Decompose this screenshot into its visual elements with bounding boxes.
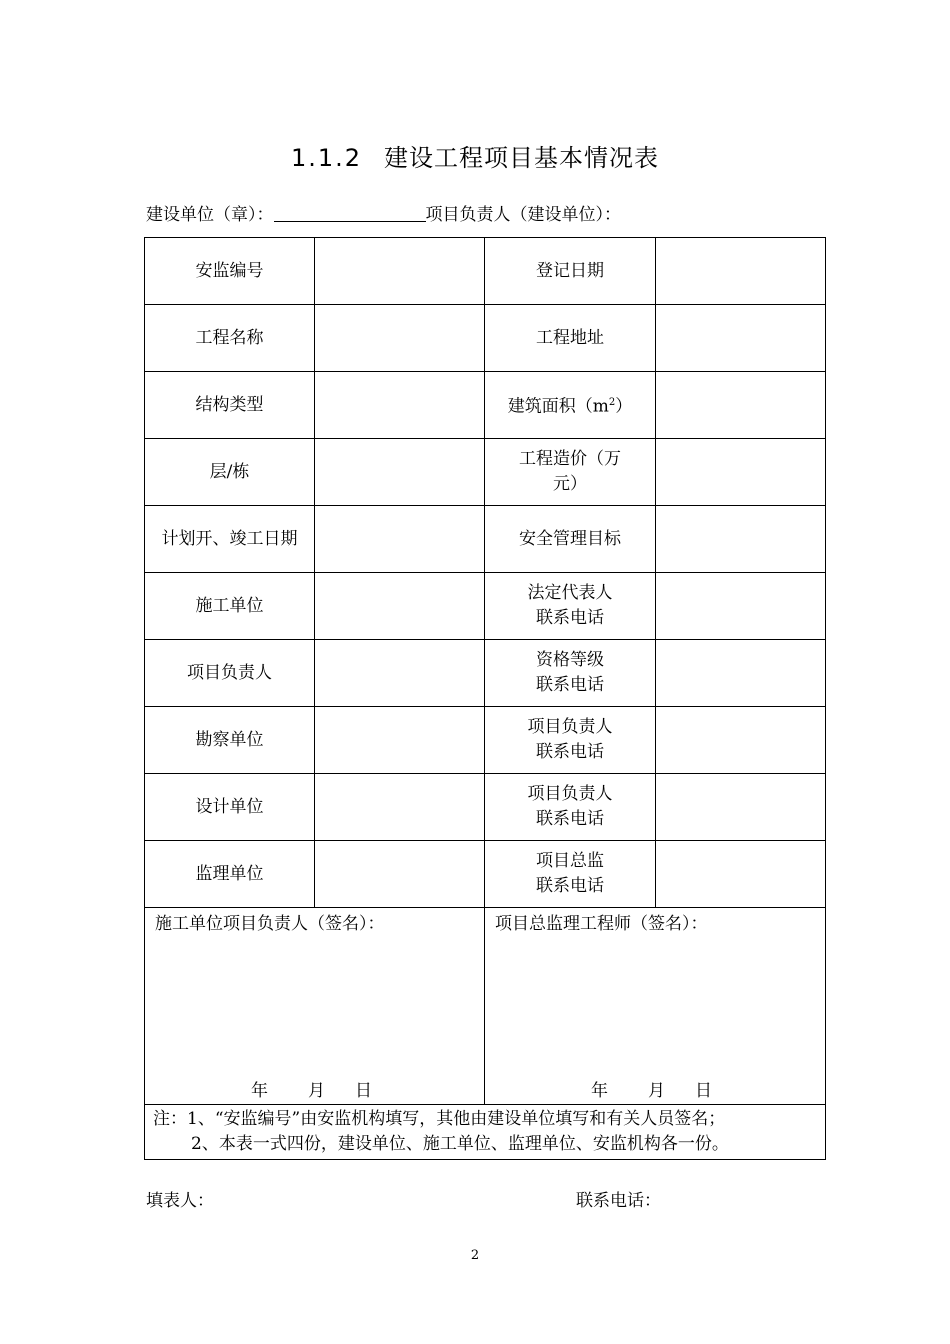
note-line-1: 注：1、“安监编号”由安监机构填写，其他由建设单位填写和有关人员签名；: [153, 1109, 726, 1129]
field-value[interactable]: [315, 774, 485, 841]
year-label: 年: [251, 1081, 268, 1101]
field-label: 安全管理目标: [485, 506, 656, 573]
field-value[interactable]: [656, 238, 826, 305]
table-row: [145, 774, 826, 841]
field-label: [485, 774, 656, 841]
signature-row: [145, 908, 826, 1105]
construction-unit-field[interactable]: [274, 203, 426, 222]
page-title: [0, 138, 950, 173]
table-row: [145, 841, 826, 908]
table-row: [145, 305, 826, 372]
table-row: [145, 372, 826, 439]
field-label: [485, 439, 656, 506]
field-label-line2: 联系电话: [536, 608, 604, 628]
field-value[interactable]: [315, 640, 485, 707]
supervisor-signature-box[interactable]: [485, 908, 826, 1105]
page-number: 2: [470, 1248, 480, 1263]
field-value[interactable]: [656, 305, 826, 372]
contact-phone-label: 联系电话：: [576, 1191, 661, 1211]
table-row: [145, 640, 826, 707]
field-label: 层/栋: [145, 439, 315, 506]
field-label: 勘察单位: [145, 707, 315, 774]
field-label-line2: 联系电话: [536, 742, 604, 762]
field-value[interactable]: [315, 305, 485, 372]
field-label: 工程地址: [485, 305, 656, 372]
supervisor-signature-date: [591, 1079, 712, 1104]
contractor-signature-box[interactable]: [145, 908, 485, 1105]
project-info-table: [144, 237, 826, 1160]
field-label-area: [485, 372, 656, 439]
field-label: [145, 506, 315, 573]
field-label-line2: 联系电话: [536, 876, 604, 896]
field-value[interactable]: [656, 841, 826, 908]
field-label: 施工单位: [145, 573, 315, 640]
field-value[interactable]: [656, 372, 826, 439]
cost-label-text: 工程造价（万元）: [519, 449, 621, 494]
title-number: 1.1.2: [290, 144, 363, 172]
note-line-2: 2、本表一式四份，建设单位、施工单位、监理单位、安监机构各一份。: [191, 1134, 729, 1154]
table-row: [145, 573, 826, 640]
field-value[interactable]: [315, 573, 485, 640]
table-row: [145, 439, 826, 506]
year-label: 年: [591, 1081, 608, 1101]
table-row: [145, 707, 826, 774]
field-label: [485, 841, 656, 908]
field-label: 安监编号: [145, 238, 315, 305]
month-label: 月: [648, 1081, 665, 1101]
field-label: 设计单位: [145, 774, 315, 841]
field-label-line2: 联系电话: [536, 809, 604, 829]
contractor-signature-label: 施工单位项目负责人（签名）：: [155, 914, 385, 934]
field-label: [485, 707, 656, 774]
day-label: 日: [695, 1081, 712, 1101]
field-value[interactable]: [656, 506, 826, 573]
plan-date-label-text: 计划开、竣工日期: [161, 528, 298, 549]
field-label: 结构类型: [145, 372, 315, 439]
contractor-signature-date: [251, 1079, 372, 1104]
construction-unit-label: 建设单位（章）：: [146, 205, 274, 225]
notes-cell: [145, 1105, 826, 1160]
field-label-line1: 法定代表人: [527, 583, 613, 603]
field-value[interactable]: [656, 573, 826, 640]
area-label-tail: ）: [615, 396, 633, 417]
field-label-line1: 项目负责人: [527, 717, 613, 737]
field-label-line1: 资格等级: [536, 650, 604, 670]
field-value[interactable]: [315, 506, 485, 573]
notes-row: [145, 1105, 826, 1160]
table-row: [145, 238, 826, 305]
field-value[interactable]: [656, 640, 826, 707]
field-label: 项目负责人: [145, 640, 315, 707]
field-label: 工程名称: [145, 305, 315, 372]
table-row: [145, 506, 826, 573]
field-value[interactable]: [315, 707, 485, 774]
field-value[interactable]: [656, 439, 826, 506]
field-value[interactable]: [315, 841, 485, 908]
field-label: [485, 640, 656, 707]
field-label: [485, 573, 656, 640]
day-label: 日: [355, 1081, 372, 1101]
field-label-line2: 联系电话: [536, 675, 604, 695]
field-value[interactable]: [315, 372, 485, 439]
field-label: 登记日期: [485, 238, 656, 305]
area-label-text: 建筑面积（m: [507, 396, 609, 417]
field-value[interactable]: [315, 439, 485, 506]
filler-label: 填表人：: [146, 1191, 214, 1211]
field-value[interactable]: [656, 774, 826, 841]
field-label: 监理单位: [145, 841, 315, 908]
supervisor-signature-label: 项目总监理工程师（签名）：: [495, 914, 708, 934]
area-unit-sup: 2: [608, 397, 616, 409]
field-label-line1: 项目负责人: [527, 784, 613, 804]
field-value[interactable]: [656, 707, 826, 774]
title-text: 建设工程项目基本情况表: [384, 144, 660, 172]
field-label-line1: 项目总监: [536, 851, 604, 871]
project-leader-label: 项目负责人（建设单位）：: [425, 205, 621, 225]
form-header: [146, 200, 621, 225]
field-value[interactable]: [315, 238, 485, 305]
month-label: 月: [308, 1081, 325, 1101]
